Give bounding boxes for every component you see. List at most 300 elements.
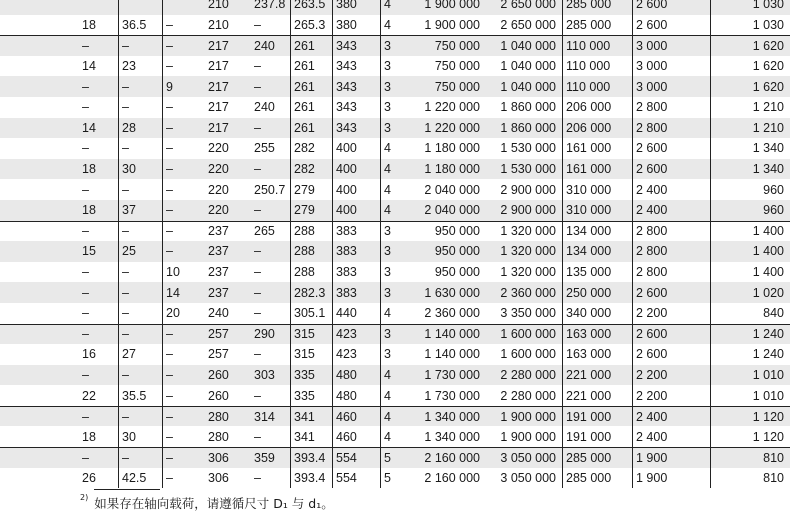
table-cell: 1 620 — [752, 38, 784, 53]
table-cell: 280 — [208, 409, 229, 424]
table-cell: – — [82, 450, 89, 465]
table-cell: 191 000 — [566, 409, 612, 424]
table-cell: 380 — [336, 0, 357, 12]
table-cell: 3 — [384, 265, 391, 280]
table-cell: 4 — [384, 306, 391, 321]
table-cell: 240 — [254, 38, 275, 53]
table-cell: 14 — [82, 59, 96, 74]
table-cell: 134 000 — [566, 224, 612, 239]
table-cell: – — [122, 450, 129, 465]
table-cell: 2 040 000 — [424, 203, 480, 218]
table-cell: 2 600 — [636, 17, 668, 32]
table-row — [0, 344, 790, 365]
table-cell: – — [122, 409, 129, 424]
table-cell: 261 — [294, 100, 315, 115]
table-cell: 282 — [294, 162, 315, 177]
table-cell: – — [254, 306, 261, 321]
table-cell: 4 — [384, 182, 391, 197]
table-cell: 22 — [82, 388, 96, 403]
table-cell: – — [82, 224, 89, 239]
table-cell: 310 000 — [566, 182, 612, 197]
table-cell: – — [254, 388, 261, 403]
table-cell: – — [166, 244, 173, 259]
table-cell: 4 — [384, 141, 391, 156]
table-row — [0, 262, 790, 283]
table-cell: 18 — [82, 17, 96, 32]
table-cell: 2 200 — [636, 367, 668, 382]
table-row — [0, 324, 790, 345]
table-cell: 288 — [294, 265, 315, 280]
table-cell: 4 — [384, 409, 391, 424]
table-cell: 282 — [294, 141, 315, 156]
table-cell: – — [166, 17, 173, 32]
table-cell: 2 200 — [636, 388, 668, 403]
table-cell: – — [122, 100, 129, 115]
table-cell: 1 210 — [752, 100, 784, 115]
table-cell: 840 — [763, 306, 784, 321]
table-cell: 1 010 — [752, 388, 784, 403]
table-cell: 285 000 — [566, 0, 612, 12]
table-cell: – — [166, 141, 173, 156]
table-cell: 3 — [384, 79, 391, 94]
table-cell: 750 000 — [434, 79, 480, 94]
table-cell: 14 — [82, 120, 96, 135]
table-cell: 37 — [122, 203, 136, 218]
table-cell: – — [254, 285, 261, 300]
footnote-text: 如果存在轴向载荷，请遵循尺寸 D₁ 与 d₁。 — [94, 496, 334, 511]
table-cell: – — [122, 265, 129, 280]
table-cell: 210 — [208, 0, 229, 12]
table-cell: 810 — [763, 470, 784, 485]
table-cell: 1 730 000 — [424, 388, 480, 403]
table-cell: 1 340 — [752, 162, 784, 177]
table-cell: – — [82, 265, 89, 280]
table-cell: 110 000 — [566, 59, 611, 74]
table-cell: 265 — [254, 224, 275, 239]
table-cell: – — [254, 59, 261, 74]
table-cell: – — [166, 409, 173, 424]
table-cell — [78, 0, 118, 15]
table-cell: 950 000 — [434, 224, 480, 239]
table-cell: 3 — [384, 285, 391, 300]
table-cell: 1 120 — [752, 409, 784, 424]
table-cell: – — [82, 141, 89, 156]
table-cell: 260 — [208, 388, 229, 403]
table-cell: 460 — [336, 429, 357, 444]
table-cell: – — [166, 367, 173, 382]
table-cell: 1 030 — [752, 0, 784, 12]
table-cell: 3 350 000 — [500, 306, 556, 321]
table-cell: 221 000 — [566, 367, 612, 382]
table-cell: 2 900 000 — [500, 182, 556, 197]
table-cell: 1 620 — [752, 79, 784, 94]
table-cell: 5 — [384, 470, 391, 485]
table-cell: 42.5 — [122, 470, 147, 485]
table-cell: 310 000 — [566, 203, 612, 218]
table-cell: – — [254, 79, 261, 94]
table-cell: 383 — [336, 285, 357, 300]
table-cell: 423 — [336, 327, 357, 342]
table-cell: 237 — [208, 265, 229, 280]
table-cell: 217 — [208, 38, 229, 53]
table-cell: 255 — [254, 141, 275, 156]
table-cell: 810 — [763, 450, 784, 465]
table-cell: 400 — [336, 162, 357, 177]
table-cell: 221 000 — [566, 388, 612, 403]
table-cell: 2 650 000 — [500, 0, 556, 12]
table-row — [0, 241, 790, 262]
table-cell: – — [254, 470, 261, 485]
table-cell: 1 400 — [752, 265, 784, 280]
table-cell: – — [82, 409, 89, 424]
table-cell: 191 000 — [566, 429, 612, 444]
table-cell: 554 — [336, 450, 357, 465]
table-cell: 282.3 — [294, 285, 326, 300]
table-row — [0, 76, 790, 97]
table-cell: 343 — [336, 120, 357, 135]
table-cell: – — [82, 327, 89, 342]
table-cell: 4 — [384, 17, 391, 32]
table-cell: 280 — [208, 429, 229, 444]
table-cell: – — [166, 327, 173, 342]
table-cell: – — [166, 429, 173, 444]
table-cell: 285 000 — [566, 450, 612, 465]
table-cell: – — [254, 203, 261, 218]
table-cell: 1 730 000 — [424, 367, 480, 382]
table-cell: 18 — [82, 162, 96, 177]
table-cell: 257 — [208, 347, 229, 362]
table-cell: 30 — [122, 162, 136, 177]
table-cell: 2 160 000 — [424, 470, 480, 485]
table-cell: 383 — [336, 244, 357, 259]
table-cell: 335 — [294, 367, 315, 382]
table-cell: – — [166, 388, 173, 403]
table-cell: 26 — [82, 470, 96, 485]
table-row — [0, 35, 790, 56]
table-cell: 35.5 — [122, 388, 147, 403]
table-cell: 9 — [166, 79, 173, 94]
table-cell: 237.8 — [254, 0, 286, 12]
table-cell: 257 — [208, 327, 229, 342]
table-cell: 1 900 000 — [424, 0, 480, 12]
table-cell: – — [166, 203, 173, 218]
table-row — [0, 426, 790, 447]
table-cell: 217 — [208, 79, 229, 94]
table-cell: 380 — [336, 17, 357, 32]
table-cell: 263.5 — [294, 0, 326, 12]
table-cell: 1 040 000 — [500, 59, 556, 74]
table-cell: 1 320 000 — [500, 224, 556, 239]
table-cell: 163 000 — [566, 347, 612, 362]
table-cell: 1 140 000 — [424, 327, 480, 342]
table-cell: 288 — [294, 224, 315, 239]
table-cell: – — [254, 120, 261, 135]
table-cell: – — [254, 265, 261, 280]
table-cell: – — [122, 224, 129, 239]
table-cell: 261 — [294, 59, 315, 74]
table-cell: 340 000 — [566, 306, 612, 321]
table-row — [0, 447, 790, 468]
table-cell: 1 900 000 — [424, 17, 480, 32]
table-cell: 163 000 — [566, 327, 612, 342]
table-cell: – — [254, 162, 261, 177]
table-cell: 1 400 — [752, 244, 784, 259]
table-cell: 2 800 — [636, 100, 668, 115]
table-cell: – — [122, 182, 129, 197]
table-cell: 1 860 000 — [500, 100, 556, 115]
table-cell: 306 — [208, 450, 229, 465]
table-cell: 261 — [294, 120, 315, 135]
table-cell: 480 — [336, 388, 357, 403]
table-cell: 4 — [384, 0, 391, 12]
table-cell: 3 000 — [636, 79, 668, 94]
table-cell: 305.1 — [294, 306, 326, 321]
table-cell: 18 — [82, 203, 96, 218]
table-cell: 2 360 000 — [500, 285, 556, 300]
table-cell: – — [122, 79, 129, 94]
table-cell: 2 200 — [636, 306, 668, 321]
table-cell: 27 — [122, 347, 136, 362]
table-cell: 237 — [208, 244, 229, 259]
table-row — [0, 468, 790, 489]
table-cell: – — [82, 367, 89, 382]
table-cell: 220 — [208, 203, 229, 218]
table-row — [0, 179, 790, 200]
table-cell: 1 630 000 — [424, 285, 480, 300]
table-cell: 3 — [384, 38, 391, 53]
table-cell: 161 000 — [566, 141, 612, 156]
table-cell: 285 000 — [566, 17, 612, 32]
table-cell: – — [166, 38, 173, 53]
table-cell: 1 860 000 — [500, 120, 556, 135]
table-cell: 950 000 — [434, 265, 480, 280]
table-cell: 28 — [122, 120, 136, 135]
table-cell: 440 — [336, 306, 357, 321]
table-cell: 1 600 000 — [500, 347, 556, 362]
table-cell: – — [254, 17, 261, 32]
table-cell: 2 600 — [636, 327, 668, 342]
table-cell: – — [166, 347, 173, 362]
table-cell: – — [122, 38, 129, 53]
table-cell: 1 180 000 — [424, 162, 480, 177]
table-cell: – — [166, 100, 173, 115]
table-cell: – — [82, 285, 89, 300]
table-cell: 400 — [336, 182, 357, 197]
table-cell: – — [166, 59, 173, 74]
table-cell: 3 — [384, 120, 391, 135]
table-cell: – — [82, 100, 89, 115]
table-cell: 2 400 — [636, 429, 668, 444]
table-cell: 2 600 — [636, 0, 668, 12]
table-cell: 10 — [166, 265, 180, 280]
table-cell: 240 — [254, 100, 275, 115]
table-cell: – — [166, 224, 173, 239]
table-cell: 240 — [208, 306, 229, 321]
table-cell: – — [166, 450, 173, 465]
table-cell: 383 — [336, 265, 357, 280]
table-cell: 341 — [294, 409, 315, 424]
table-row — [0, 282, 790, 303]
table-cell: 1 020 — [752, 285, 784, 300]
table-cell: 3 — [384, 327, 391, 342]
table-cell: 18 — [82, 429, 96, 444]
table-row — [0, 15, 790, 36]
table-cell: 335 — [294, 388, 315, 403]
table-cell: 1 040 000 — [500, 79, 556, 94]
table-cell: 3 — [384, 224, 391, 239]
table-cell: – — [122, 306, 129, 321]
table-cell: 3 000 — [636, 38, 668, 53]
table-cell: – — [166, 162, 173, 177]
table-cell: 554 — [336, 470, 357, 485]
table-cell: 250.7 — [254, 182, 286, 197]
table-cell: – — [122, 367, 129, 382]
table-cell: 161 000 — [566, 162, 612, 177]
table-cell: 2 400 — [636, 182, 668, 197]
footnote-marker: 2) — [80, 492, 89, 502]
table-cell: 359 — [254, 450, 275, 465]
table-cell: 2 160 000 — [424, 450, 480, 465]
table-cell: 1 320 000 — [500, 244, 556, 259]
table-cell: 3 — [384, 100, 391, 115]
table-cell: 2 360 000 — [424, 306, 480, 321]
table-cell: 2 600 — [636, 141, 668, 156]
table-cell: 750 000 — [434, 59, 480, 74]
table-cell: 1 120 — [752, 429, 784, 444]
table-cell: 260 — [208, 367, 229, 382]
table-cell: 1 240 — [752, 347, 784, 362]
table-row — [0, 159, 790, 180]
table-cell: – — [166, 470, 173, 485]
table-cell: 1 210 — [752, 120, 784, 135]
table-cell: 288 — [294, 244, 315, 259]
table-row — [0, 365, 790, 386]
table-cell: 1 900 000 — [500, 429, 556, 444]
table-cell: 1 530 000 — [500, 141, 556, 156]
table-cell: 237 — [208, 285, 229, 300]
table-row — [0, 221, 790, 242]
table-cell: 220 — [208, 162, 229, 177]
table-cell: 3 050 000 — [500, 470, 556, 485]
table-cell: 4 — [384, 429, 391, 444]
table-cell: 1 030 — [752, 17, 784, 32]
table-cell: 285 000 — [566, 470, 612, 485]
table-cell: 279 — [294, 203, 315, 218]
table-cell: 261 — [294, 38, 315, 53]
table-cell: 217 — [208, 100, 229, 115]
table-cell: 341 — [294, 429, 315, 444]
table-cell: 315 — [294, 327, 315, 342]
table-cell: 134 000 — [566, 244, 612, 259]
table-cell: 2 600 — [636, 347, 668, 362]
table-cell: 1 140 000 — [424, 347, 480, 362]
table-cell: 1 340 000 — [424, 429, 480, 444]
table-cell: 3 050 000 — [500, 450, 556, 465]
table-cell: 2 280 000 — [500, 388, 556, 403]
table-cell: 400 — [336, 141, 357, 156]
table-cell: 1 530 000 — [500, 162, 556, 177]
table-cell: 393.4 — [294, 450, 326, 465]
table-cell: 1 240 — [752, 327, 784, 342]
table-cell: 30 — [122, 429, 136, 444]
table-row — [0, 118, 790, 139]
table-cell: – — [122, 327, 129, 342]
table-cell: 343 — [336, 79, 357, 94]
table-cell — [118, 0, 162, 15]
table-cell: 3 — [384, 244, 391, 259]
table-row — [0, 56, 790, 77]
table-cell: 2 800 — [636, 120, 668, 135]
table-cell: 5 — [384, 450, 391, 465]
table-cell: 2 800 — [636, 244, 668, 259]
table-cell: 16 — [82, 347, 96, 362]
footnote-rule — [94, 489, 160, 490]
table-cell: 1 900 000 — [500, 409, 556, 424]
table-cell: 279 — [294, 182, 315, 197]
footnote — [80, 494, 334, 512]
table-cell: 480 — [336, 367, 357, 382]
table-cell: – — [122, 141, 129, 156]
table-cell: 750 000 — [434, 38, 480, 53]
table-cell: 400 — [336, 203, 357, 218]
table-cell: 1 220 000 — [424, 100, 480, 115]
table-cell: 1 900 — [636, 450, 668, 465]
table-cell: – — [82, 182, 89, 197]
table-cell: – — [254, 244, 261, 259]
table-cell: 3 000 — [636, 59, 668, 74]
table-cell: 290 — [254, 327, 275, 342]
table-cell: – — [254, 429, 261, 444]
table-row — [0, 385, 790, 406]
table-cell: 1 010 — [752, 367, 784, 382]
table-cell: 206 000 — [566, 120, 612, 135]
table-cell: – — [82, 38, 89, 53]
table-row — [0, 138, 790, 159]
table-cell: 393.4 — [294, 470, 326, 485]
table-cell: – — [254, 347, 261, 362]
table-cell: 217 — [208, 59, 229, 74]
table-cell: 15 — [82, 244, 96, 259]
table-cell: 1 620 — [752, 59, 784, 74]
table-cell: 14 — [166, 285, 180, 300]
table-cell: 2 600 — [636, 285, 668, 300]
table-cell: 1 180 000 — [424, 141, 480, 156]
table-cell: 2 400 — [636, 409, 668, 424]
table-cell: 110 000 — [566, 38, 611, 53]
table-cell: 1 220 000 — [424, 120, 480, 135]
table-cell: 460 — [336, 409, 357, 424]
table-cell: 110 000 — [566, 79, 611, 94]
table-cell: 206 000 — [566, 100, 612, 115]
table-cell: 4 — [384, 367, 391, 382]
table-cell: 2 800 — [636, 265, 668, 280]
table-cell — [162, 0, 204, 15]
table-cell: 4 — [384, 203, 391, 218]
table-cell: 1 320 000 — [500, 265, 556, 280]
table-cell: 1 600 000 — [500, 327, 556, 342]
table-cell: 343 — [336, 38, 357, 53]
table-cell: 2 280 000 — [500, 367, 556, 382]
table-cell: 237 — [208, 224, 229, 239]
table-cell: 220 — [208, 141, 229, 156]
table-cell: 306 — [208, 470, 229, 485]
table-row — [0, 406, 790, 427]
table-row — [0, 97, 790, 118]
table-cell: 4 — [384, 162, 391, 177]
table-cell: 2 800 — [636, 224, 668, 239]
table-cell: 2 900 000 — [500, 203, 556, 218]
table-cell: 25 — [122, 244, 136, 259]
